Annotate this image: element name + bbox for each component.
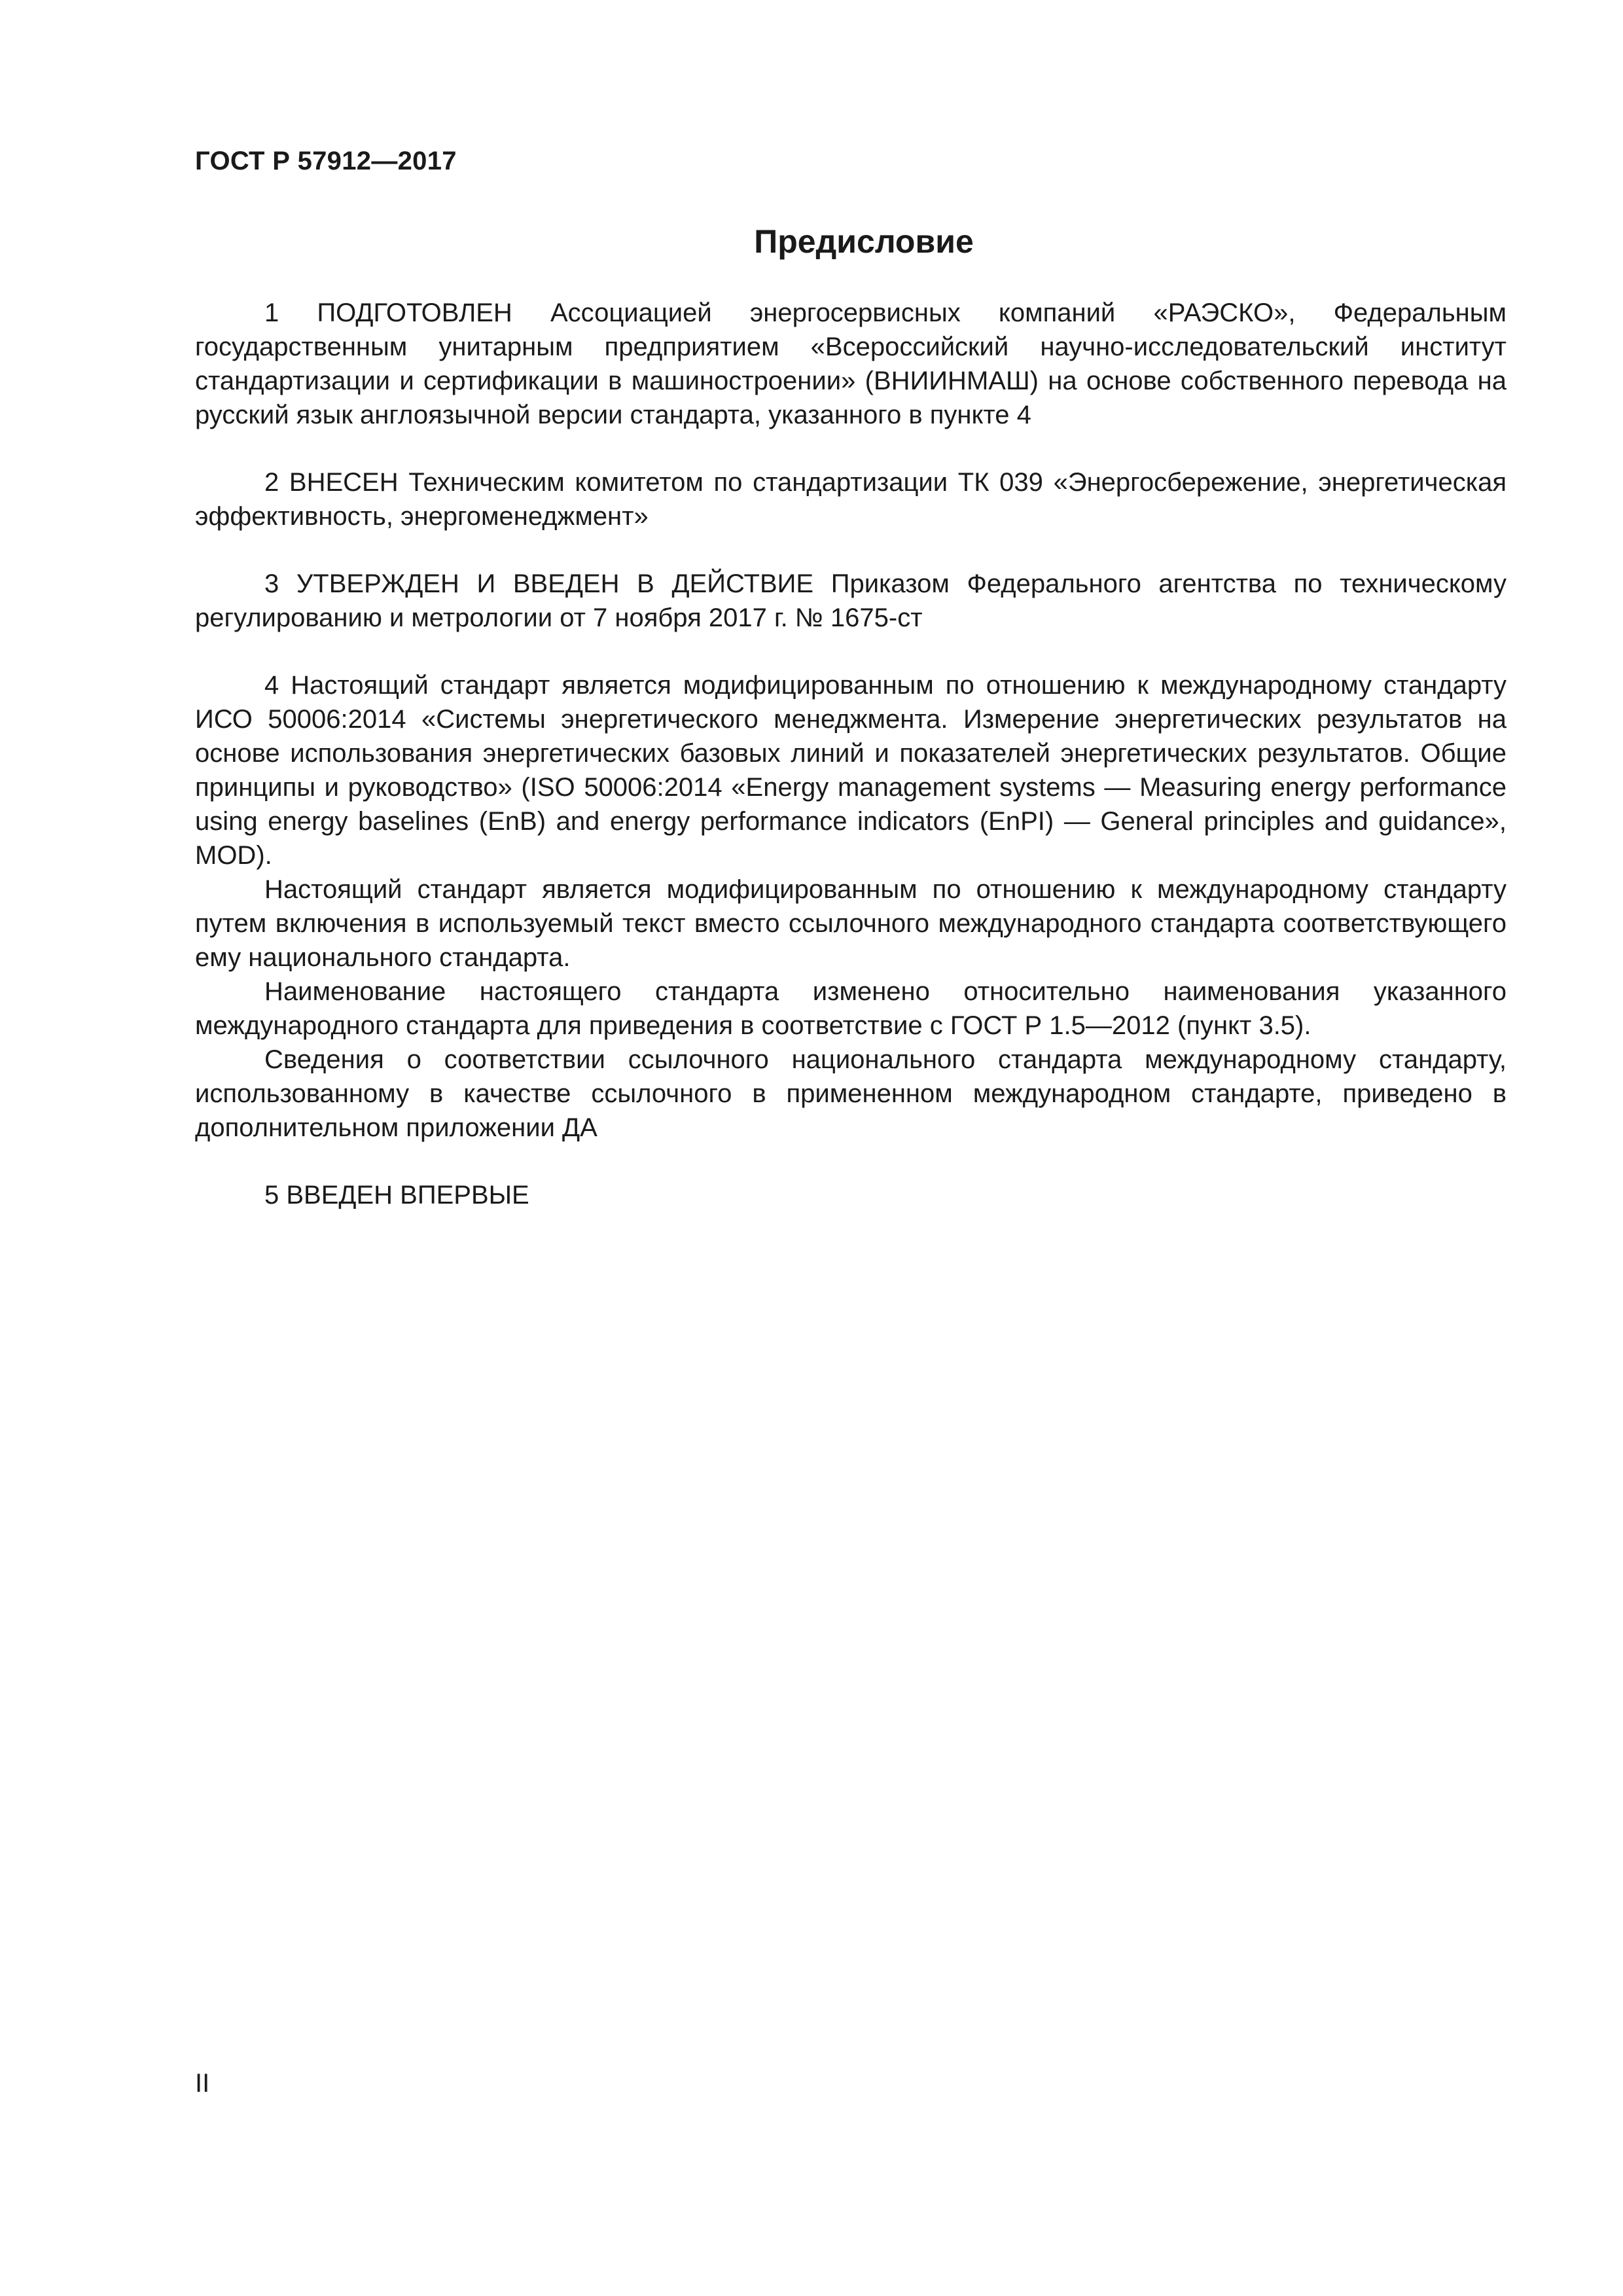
paragraph-introduced: 2 ВНЕСЕН Техническим комитетом по стандартизации ТК 039 «Энергосбережение, энергетическая эффективность, энергоменеджмент» — [195, 468, 1507, 531]
paragraph-reference-info: Сведения о соответствии ссылочного национального стандарта международному стандарту, использованному в качестве ссылочного в примененном международном стандарте, приведено в дополнительном приложении ДА — [195, 1045, 1507, 1142]
paragraph-modified-standard: 4 Настоящий стандарт является модифицированным по отношению к международному стандарту ИСО 50006:2014 «Системы энергетического менеджмента. Измерение энергетических результатов на основе использования энергетических базовых линий и показателей энергетических результатов. Общие принципы и руководство» (ISO 50006:2014 «Energy management systems — Measuring energy performance using energy baselines (EnB) and energy performance indicators (EnPI) — General principles and guidance», MOD). — [195, 671, 1507, 870]
page-number: II — [195, 2069, 210, 2098]
paragraph-name-change: Наименование настоящего стандарта изменено относительно наименования указанного международного стандарта для приведения в соответствие с ГОСТ Р 1.5—2012 (пункт 3.5). — [195, 977, 1507, 1040]
document-code: ГОСТ Р 57912—2017 — [195, 147, 457, 175]
paragraph-prepared: 1 ПОДГОТОВЛЕН Ассоциацией энергосервисных компаний «РАЭСКО», Федеральным государственным унитарным предприятием «Всероссийский научно-исследовательский институт стандартизации и сертификации в машиностроении» (ВНИИНМАШ) на основе собственного перевода на русский язык англоязычной версии стандарта, указанного в пункте 4 — [195, 298, 1507, 429]
paragraph-first-introduced: 5 ВВЕДЕН ВПЕРВЫЕ — [264, 1181, 529, 1210]
paragraph-approved: 3 УТВЕРЖДЕН И ВВЕДЕН В ДЕЙСТВИЕ Приказом Федерального агентства по техническому регулированию и метрологии от 7 ноября 2017 г. № 1675-ст — [195, 569, 1507, 632]
foreword-body — [195, 296, 1507, 1212]
paragraph-modification-method: Настоящий стандарт является модифицированным по отношению к международному стандарту путем включения в используемый текст вместо ссылочного международного стандарта соответствующего ему национального стандарта. — [195, 875, 1507, 972]
section-title: Предисловие — [754, 223, 974, 260]
